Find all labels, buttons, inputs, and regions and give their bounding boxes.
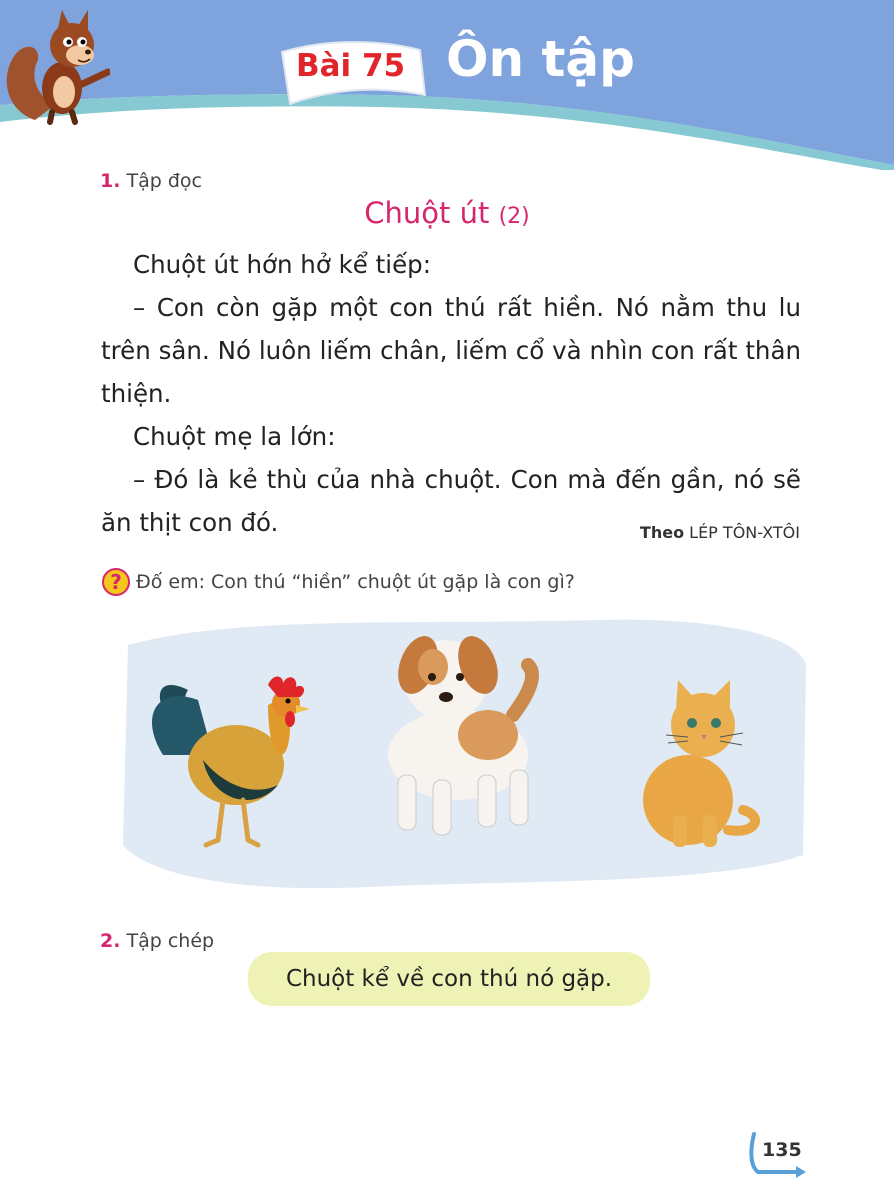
story-part: (2): [498, 204, 530, 229]
story-body: [101, 243, 801, 544]
copy-exercise-text: Chuột kể về con thú nó gặp.: [285, 966, 613, 992]
story-paragraph: Chuột mẹ la lớn:: [133, 422, 336, 451]
source-author: LÉP TÔN-XTÔI: [689, 523, 800, 542]
lesson-title: Ôn tập: [446, 30, 635, 88]
source-prefix: Theo: [639, 523, 685, 542]
section-label: Tập đọc: [126, 170, 202, 192]
story-paragraph: – Đó là kẻ thù của nhà chuột. Con mà đến gần, nó sẽ ăn thịt con đó.: [101, 465, 801, 537]
question-row: [102, 568, 575, 596]
story-title: [0, 196, 894, 230]
question-text: Đố em: Con thú “hiền” chuột út gặp là con gì?: [136, 571, 575, 593]
section-copy-heading: [100, 930, 214, 952]
section-number: 1.: [100, 170, 121, 192]
copy-exercise-box: [248, 952, 650, 1006]
story-title-text: Chuột út: [364, 196, 490, 230]
page-number-badge: [748, 1130, 808, 1180]
squirrel-icon: [0, 0, 110, 125]
story-paragraph: Chuột út hớn hở kể tiếp:: [133, 250, 431, 279]
story-paragraph: – Con còn gặp một con thú rất hiền. Nó nằm thu lu trên sân. Nó luôn liếm chân, liếm cổ và nhìn con rất thân thiện.: [101, 293, 801, 408]
section-reading-heading: [100, 170, 202, 192]
section-number: 2.: [100, 930, 121, 952]
animal-illustration: [118, 605, 808, 895]
page-header: [0, 0, 894, 170]
question-mark-icon: ?: [102, 568, 130, 596]
story-source: [640, 523, 800, 542]
page-number: 135: [762, 1139, 802, 1161]
lesson-number: Bài 75: [296, 48, 406, 84]
section-label: Tập chép: [126, 930, 215, 952]
